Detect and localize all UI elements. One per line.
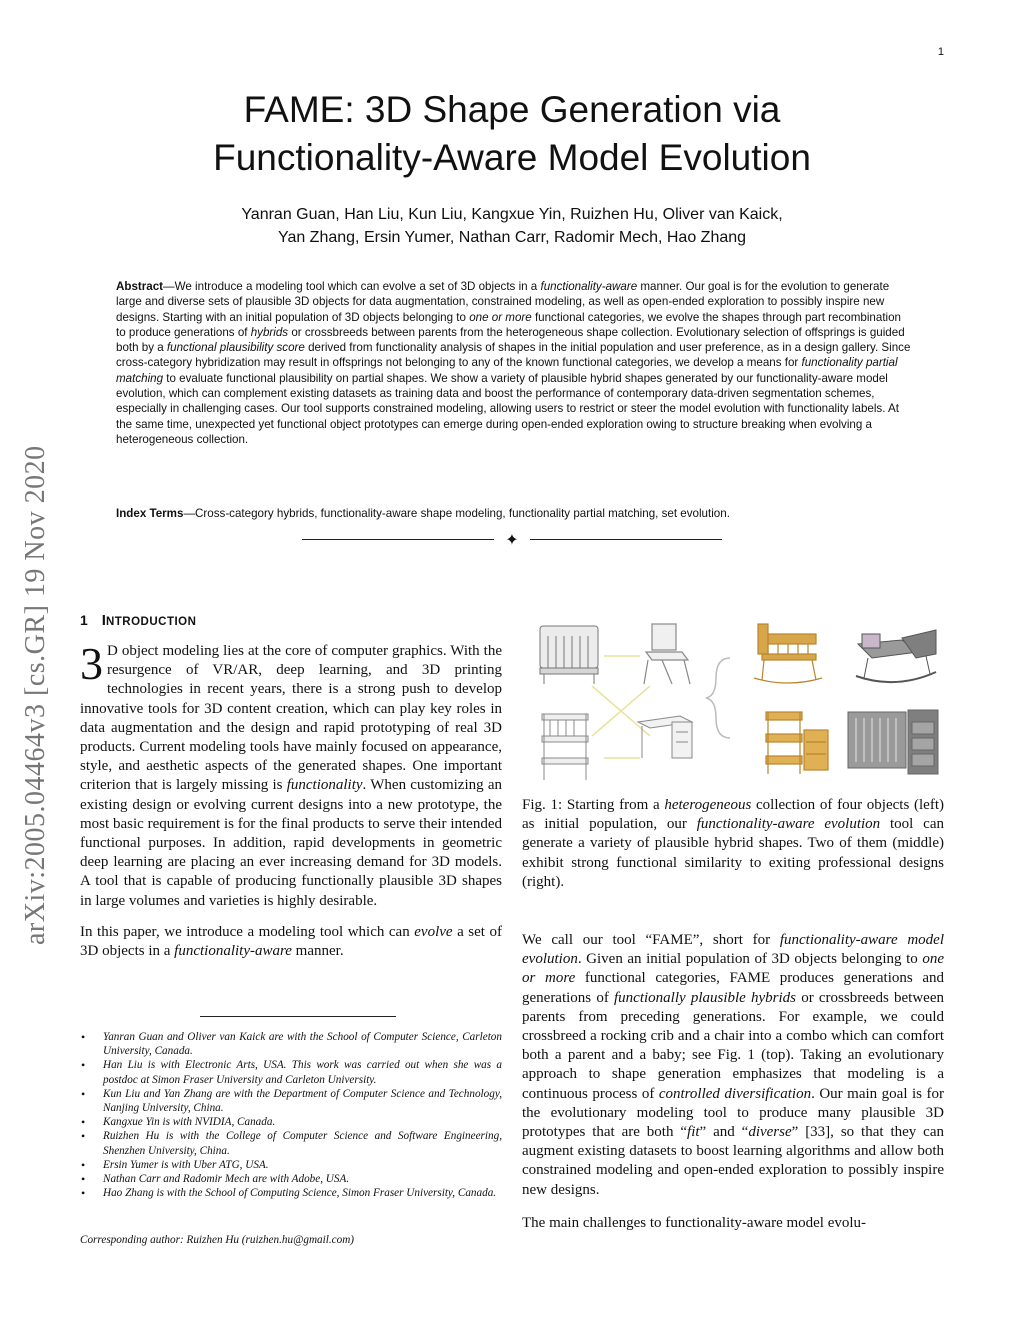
section-number: 1 [80,612,88,628]
abstract [116,279,912,447]
caption-emphasis: heterogeneous [664,797,752,813]
separator-star-icon: ✦ [505,532,519,549]
abstract-emphasis: hybrids [250,325,289,339]
footnote-rule [200,1016,396,1017]
abstract-text: or crossbreeds between parents from the heterogeneous shape collection. Evolutionary selection of offsprings is guided both by a [116,325,905,355]
paragraph-text: In this paper, we introduce a modeling tool which can [80,923,415,940]
abstract-emphasis: functionality-aware [540,280,638,293]
footnote-item: • Yanran Guan and Oliver van Kaick are with the School of Computer Science, Carleton University, Canada. [80,1030,502,1058]
footnote-item: • Nathan Carr and Radomir Mech are with Adobe, USA. [80,1172,502,1186]
author-list [0,203,1024,249]
paragraph-text: functional categories, FAME produces generations and generations of [522,970,945,1006]
separator-rule-left [302,539,494,540]
abstract-text: functional categories, we evolve the shapes through part recombination to produce generations of [116,310,902,339]
figure-1-furniture-hybrids [522,618,944,788]
wooden-shelf-desk-hybrid-image [766,712,828,774]
figure-1-caption [522,796,944,892]
section-title-initial: I [101,612,106,629]
abstract-text: —We introduce a modeling tool which can evolve a set of 3D objects in a [163,280,541,293]
title-line-2: Functionality-Aware Model Evolution [213,137,811,178]
paragraph-text: . When customizing an existing design or evolving current designs into a new prototype, the most basic requirement is for the final products to serve their intended functional purposes. In addition, rapid developments in geometric deep learning are placing an ever increasing demand for 3D models. A tool that is capable of producing functionally plausible 3D shapes in large volumes and varieties is highly desirable. [80,777,502,909]
paragraph-emphasis: one or more [522,951,944,987]
paragraph-text: . Given an initial population of 3D objects belonging to [577,951,923,968]
abstract-label: Abstract [116,280,164,293]
paragraph-text: D object modeling lies at the core of computer graphics. With the resurgence of VR/AR, deep learning, and 3D printing technologies in recent years, there is a strong push to develop innovative tools for 3D content creation, which can play key roles in data augmentation and the design and rapid prototyping of real 3D products. Current modeling tools have mainly focused on appearance, style, and aesthetic aspects of the generated shapes. One important criterion that is largely missing is [80,643,502,794]
paragraph-text: manner. [291,943,344,960]
corresponding-author: Corresponding author: Ruizhen Hu (ruizhen.hu@gmail.com) [80,1234,355,1246]
crib-image [540,626,598,684]
abstract-text: manner. Our goal is for the evolution to generate large and diverse sets of plausible 3D objects for data augmentation, constrained modeling, as well as open-ended exploration to possibly inspire new designs. Starting with an initial population of 3D objects belonging to [116,280,890,324]
caption-label: Fig. 1: [522,797,567,813]
abstract-emphasis: functionality partial matching [116,356,898,385]
footnote-item: • Kangxue Yin is with NVIDIA, Canada. [80,1115,502,1129]
abstract-text: derived from functionality analysis of shapes in the initial population and user preference, as in a design gallery. Since cross-category hybridization may result in offsprings not belonging to any of the known functional categories, we develop a means for [116,341,911,370]
paragraph-text: or crossbreeds between parents from preceding generations. For example, we could crossbreed a rocking crib and a chair into a combo which can comfort both a parent and a baby; see Fig. 1 (top). Taking an evolutionary approach to shape generation emphasizes that modeling is a continuous process of [522,989,944,1102]
desk-image [638,716,692,758]
caption-text: collection of four objects (left) as initial population, our [522,797,944,833]
intro-paragraph-2 [80,923,502,961]
paper-title [0,86,1024,182]
paragraph-text: ” [33], so that they can augment existing datasets to boost learning algorithms and allow both constrained modeling and open-ended exploration to possibly inspire new designs. [522,1124,944,1198]
abstract-text: to evaluate functional plausibility on partial shapes. We show a variety of plausible hybrid shapes generated by our functionality-aware model evolution, which can complement existing datasets as training data and boost the performance of contemporary data-driven segmentation schemes, especially in challenging cases. Our tool supports constrained modeling, allowing users to restrict or steer the model evolution with functionality labels. At the same time, unexpected yet functional object prototypes can emerge during open-ended exploration owing to structure breaking when evolving a heterogeneous collection. [116,371,899,446]
caption-emphasis: functionality-aware evolution [696,816,881,833]
affiliation-footnotes [80,1030,502,1200]
left-column-body [80,638,502,961]
wooden-crib-chair-hybrid-image [754,624,822,683]
paragraph-text: . Our main goal is for the evolutionary modeling tool to produce many plausible 3D prototypes that are both “ [522,1085,945,1141]
separator-rule-right [530,539,722,540]
abstract-emphasis: one or more [469,310,532,324]
paragraph-emphasis: fit [687,1124,700,1141]
footnote-item: • Ersin Yumer is with Uber ATG, USA. [80,1158,502,1172]
footnote-item: • Ruizhen Hu is with the College of Computer Science and Software Engineering, Shenzhen University, China. [80,1129,502,1157]
footnote-item: • Han Liu is with Electronic Arts, USA. This work was carried out when she was a postdoc at Simon Fraser University and Carleton University. [80,1058,502,1086]
professional-crib-changer-image [848,710,938,774]
paragraph-emphasis: evolve [414,923,453,940]
paragraph-emphasis: functionally plausible hybrids [614,989,797,1006]
index-terms-label: Index Terms [116,507,184,520]
section-separator [302,530,722,550]
paragraph-text: ” and “ [699,1124,749,1141]
authors-line-1: Yanran Guan, Han Liu, Kun Liu, Kangxue Yin, Ruizhen Hu, Oliver van Kaick, [241,206,783,223]
paragraph-emphasis: controlled diversification [658,1085,812,1102]
right-paragraph-1 [522,931,944,1200]
paragraph-emphasis: diverse [748,1124,792,1141]
section-heading-introduction [80,612,196,629]
caption-text: Starting from a [566,797,665,813]
right-paragraph-2: The main challenges to functionality-aware model evolu- [522,1214,867,1231]
paragraph-emphasis: functionality-aware [174,943,292,960]
dropcap: 3 [80,638,103,689]
footnote-item: • Kun Liu and Yan Zhang are with the Department of Computer Science and Technology, Nanjing University, China. [80,1087,502,1115]
evolution-connector-lines [592,656,650,758]
brace-shape [706,658,730,738]
section-title-rest: NTRODUCTION [105,616,197,628]
abstract-emphasis: functional plausibility score [166,341,305,355]
shelf-image [542,714,588,780]
arxiv-identifier-stamp: arXiv:2005.04464v3 [cs.GR] 19 Nov 2020 [20,445,51,945]
paragraph-text: We call our tool “FAME”, short for [522,932,780,948]
caption-text: tool can generate a variety of plausible hybrid shapes. Two of them (middle) exhibit strong functional similarity to exiting professional designs (right). [522,816,944,890]
right-column-body [522,931,944,1233]
intro-paragraph-1 [80,638,502,911]
professional-rocking-crib-image [850,622,938,694]
index-terms-text: —Cross-category hybrids, functionality-aware shape modeling, functionality partial matching, set evolution. [183,507,730,520]
index-terms [116,506,912,521]
authors-line-2: Yan Zhang, Ersin Yumer, Nathan Carr, Radomir Mech, Hao Zhang [277,229,747,246]
chair-image [644,624,690,684]
page-number: 1 [937,46,944,58]
paragraph-emphasis: functionality [286,777,363,794]
title-line-1: FAME: 3D Shape Generation via [243,89,781,130]
footnote-item: • Hao Zhang is with the School of Computing Science, Simon Fraser University, Canada. [80,1186,502,1200]
paragraph-emphasis: functionality-aware model evolution [522,932,944,968]
paragraph-text: a set of 3D objects in a [80,923,502,960]
